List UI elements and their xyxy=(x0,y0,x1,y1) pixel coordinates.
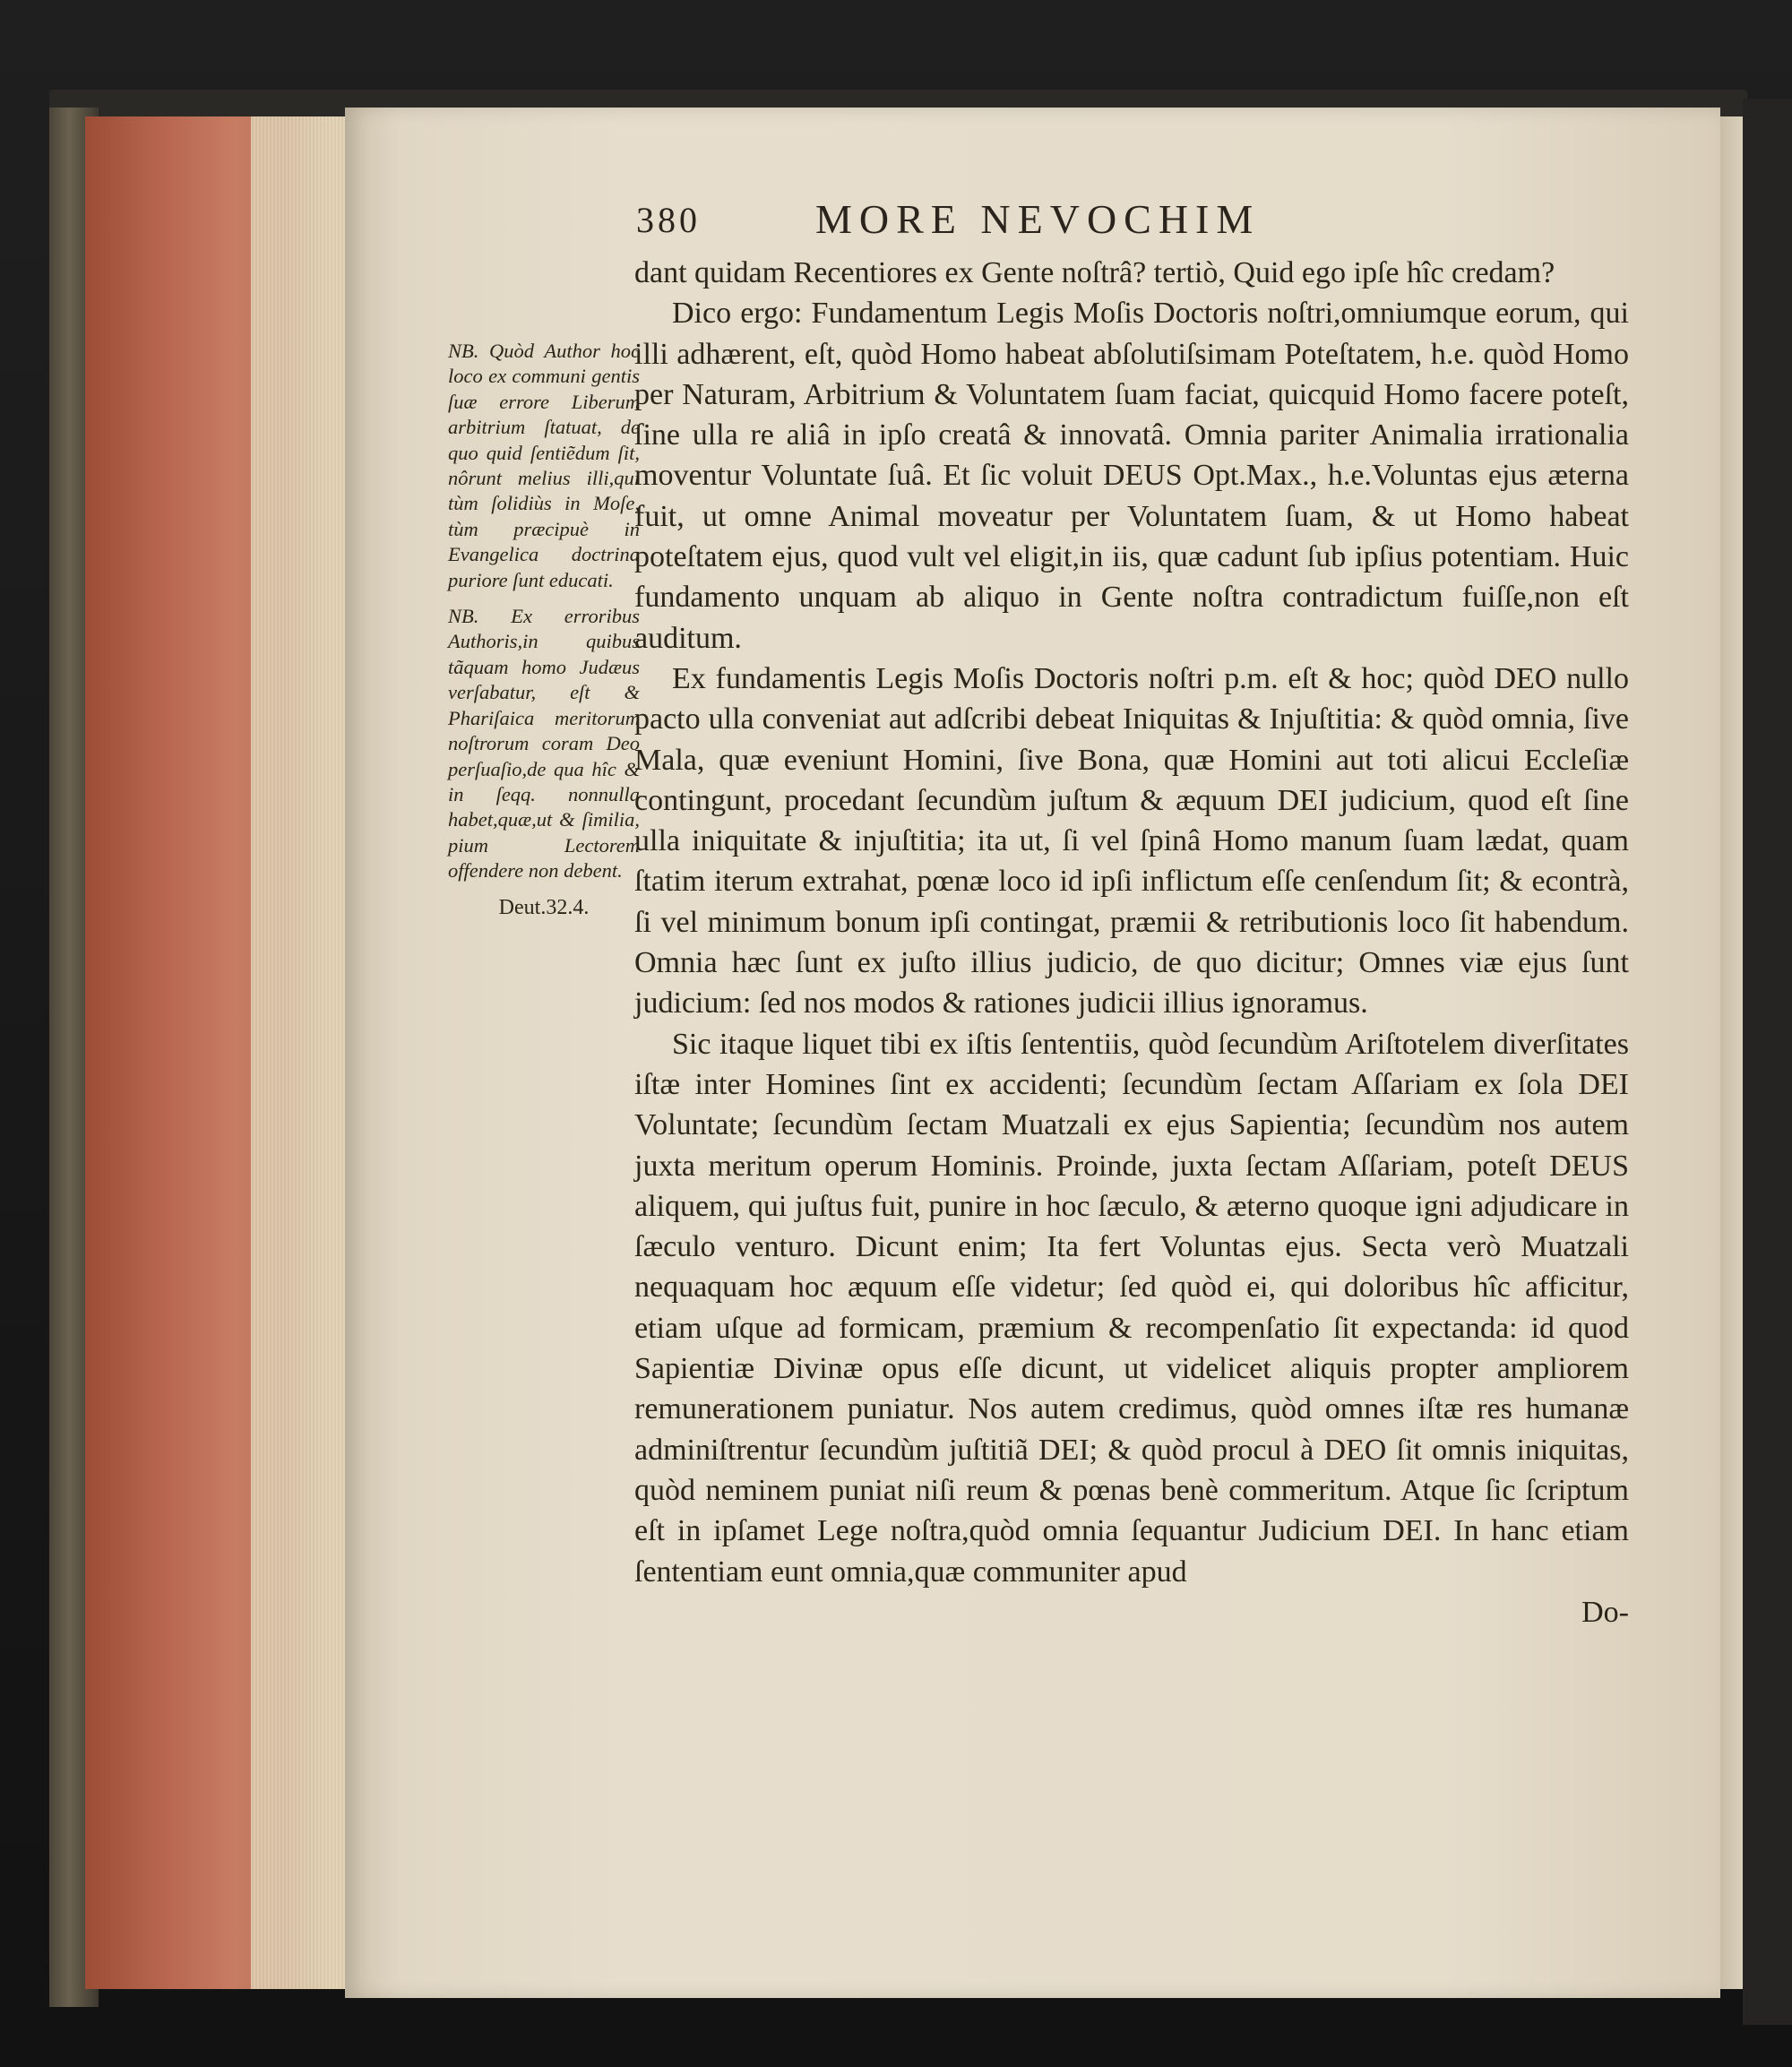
marginal-note: NB. Quòd Author hoc loco ex communi gentis ſuæ errore Liberum arbitrium ſtatuat, de quo quid ſentiẽdum ſit, nôrunt melius illi,qui tùm ſolidiùs in Moſe, tùm præcipuè in Evangelica doctrina puriore ſunt educati. xyxy=(448,340,640,591)
running-title: MORE NEVOCHIM xyxy=(815,196,1261,242)
paragraph: Sic itaque liquet tibi ex iſtis ſententiis, quòd ſecundùm Ariſtotelem diverſitates iſtæ inter Homines ſint ex accidenti; ſecundùm ſectam Aſſariam ex ſola DEI Voluntate; ſecundùm ſectam Muatzali ex ejus Sapientia; ſecundùm nos autem juxta meritum operum Hominis. Proinde, juxta ſectam Aſſariam, poteſt DEUS aliquem, qui juſtus fuit, punire in hoc ſæculo, & æterno quoque igni adjudicare in ſæculo venturo. Dicunt enim; Ita fert Voluntas ejus. Secta verò Muatzali nequaquam hoc æquum eſſe videtur; ſed quòd ei, qui doloribus hîc afficitur, etiam uſque ad formicam, præmium & recompenſatio ſit expectanda: id quod Sapientiæ Divinæ opus eſſe dicunt, ut videlicet aliquis propter ampliorem remunerationem puniatur. Nos autem credimus, quòd omnes iſtæ res humanæ adminiſtrentur ſecundùm juſtitiã DEI; & quòd procul à DEO ſit omnis iniquitas, quòd neminem puniat niſi reum & pœnas benè commeritum. Atque ſic ſcriptum eſt in ipſamet Lege noſtra,quòd omnia ſequantur Judicium DEI. In hanc etiam ſententiam eunt omnia,quæ communiter apud xyxy=(634,1027,1629,1589)
paragraph: Dico ergo: Fundamentum Legis Moſis Doctoris noſtri,omniumque eorum, qui illi adhærent, eſt, quòd Homo habeat abſolutiſsimam Poteſtatem, h.e. quòd Homo per Naturam, Arbitrium & Voluntatem ſuam faciat, quicquid Homo facere poteſt, ſine ulla re aliâ in ipſo creatâ & innovatâ. Omnia pariter Animalia irrationalia moventur Voluntate ſuâ. Et ſic voluit DEUS Opt.Max., h.e.Voluntas ejus æterna fuit, ut omne Animal moveatur per Voluntatem ſuam, & ut Homo habeat poteſtatem ejus, quod vult vel eligit,in iis, quæ cadunt ſub ipſius potentiam. Huic fundamento unquam ab aliquo in Gente noſtra contradictum fuiſſe,non eſt auditum. xyxy=(634,297,1629,655)
paragraph: dant quidam Recentiores ex Gente noſtrâ? tertiò, Quid ego ipſe hîc credam? xyxy=(634,256,1555,289)
main-text xyxy=(634,253,1629,1632)
scripture-reference: Deut.32.4. xyxy=(498,895,590,919)
page-number: 380 xyxy=(636,200,701,240)
paragraph: Ex fundamentis Legis Moſis Doctoris noſtri p.m. eſt & hoc; quòd DEO nullo pacto ulla conveniat aut adſcribi debeat Iniquitas & Injuſtitia: & quòd omnia, ſive Mala, quæ eveniunt Homini, ſive Bona, quæ Homini aut toti alicui Eccleſiæ contingunt, procedant ſecundùm juſtum & æquum DEI judicium, quod eſt ſine ulla iniquitate & injuſtitia; ita ut, ſi vel ſpinâ Homo manum ſuam lædat, quam ſtatim iterum extrahat, pœnæ loco id ipſi inflictum eſſe cenſendum ſit; & econtrà, ſi vel minimum bonum ipſi contingat, præmii & retributionis loco ſit habendum. Omnia hæc ſunt ex juſto illius judicio, de quo dicitur; Omnes viæ ejus ſunt judicium: ſed nos modos & rationes judicii illius ignoramus. xyxy=(634,661,1629,1021)
catchword: Do- xyxy=(1581,1595,1629,1629)
book-board-right xyxy=(1743,99,1792,2025)
marginal-note: NB. Ex erroribus Authoris,in quibus tãquam homo Judæus verſabatur, eſt & Phariſaica meritorum noſtrorum coram Deo perſuaſio,de qua hîc & in ſeqq. nonnulla habet,quæ,ut & ſimilia, pium Lectorem offendere non debent. xyxy=(448,605,640,883)
marginal-notes xyxy=(448,339,640,942)
page-edges xyxy=(251,116,354,1989)
